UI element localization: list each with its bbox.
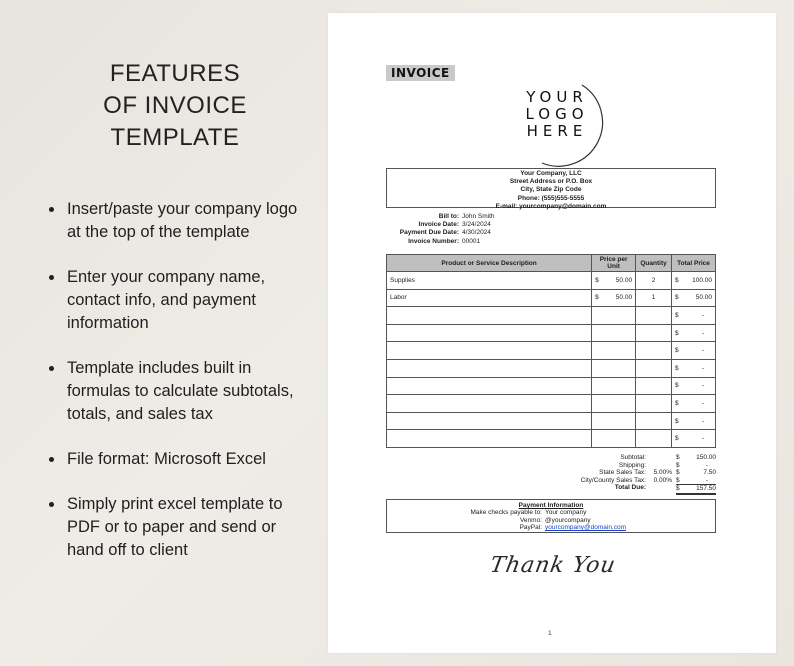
cell-price [592,395,636,413]
totals-percent [650,462,676,470]
totals-percent: 5.00% [653,469,672,477]
cell-price [592,342,636,360]
bill-value: 3/24/2024 [462,221,491,229]
paypal-link[interactable]: yourcompany@domain.com [545,524,627,532]
totals-percent: 0.00% [653,476,672,484]
logo-text [502,89,612,140]
bill-label: Payment Due Date: [399,229,459,237]
header-description: Product or Service Description [387,255,592,272]
cell-price [592,430,636,448]
table-row [387,272,716,290]
cell-description [387,307,592,325]
header-price: Price per Unit [592,255,636,272]
logo-line: LOGO [525,105,589,123]
money-value: - [701,364,704,372]
table-row [387,377,716,395]
features-title-line: TEMPLATE [110,124,240,151]
cell-total [672,324,716,342]
cell-description [387,324,592,342]
currency-symbol: $ [675,294,679,302]
currency-symbol: $ [675,276,679,284]
cell-quantity [636,395,672,413]
bill-label: Invoice Number: [408,237,459,245]
payment-row [387,524,715,531]
bill-label: Invoice Date: [418,221,459,229]
totals-label: Total Due: [614,484,646,492]
totals-label: State Sales Tax: [599,469,646,477]
invoice-page [328,13,776,653]
cell-quantity [636,324,672,342]
payment-label: PayPal: [519,524,542,532]
totals-row [386,477,716,485]
table-row [387,412,716,430]
bill-row [386,221,646,229]
payment-value: @yourcompany [545,516,591,524]
totals-amount: 7.50 [703,469,716,477]
cell-description: Supplies [387,272,592,290]
totals-row [386,454,716,462]
money-value: - [701,435,704,443]
money-value: 50.00 [615,294,633,302]
currency-symbol: $ [676,461,680,469]
feature-item: Simply print excel template to PDF or to paper and send or hand off to client [40,493,310,562]
payment-label: Venmo: [519,516,542,524]
company-phone: Phone: (555)555-5555 [517,194,585,202]
cell-price [592,324,636,342]
payment-row [387,517,715,524]
invoice-badge: INVOICE [386,65,455,81]
cell-price [592,412,636,430]
cell-quantity [636,430,672,448]
cell-total [672,289,716,307]
header-quantity: Quantity [636,255,672,272]
totals-row [386,469,716,477]
totals-row [386,462,716,470]
bill-info [386,213,646,246]
currency-symbol: $ [595,294,599,302]
currency-symbol: $ [675,347,679,355]
currency-symbol: $ [676,469,680,477]
money-value: - [701,347,704,355]
currency-symbol: $ [675,329,679,337]
money-value: - [701,329,704,337]
cell-quantity [636,307,672,325]
currency-symbol: $ [675,364,679,372]
bill-row [386,238,646,246]
currency-symbol: $ [676,485,680,493]
currency-symbol: $ [675,399,679,407]
cell-description: Labor [387,289,592,307]
cell-description [387,412,592,430]
money-value: - [701,417,704,425]
money-value: - [701,399,704,407]
totals-label: Subtotal: [620,454,646,461]
feature-item: Insert/paste your company logo at the top of the template [40,198,310,244]
currency-symbol: $ [675,311,679,319]
currency-symbol: $ [595,276,599,284]
table-row [387,289,716,307]
cell-price [592,377,636,395]
cell-quantity [636,377,672,395]
features-list [40,198,310,562]
feature-item: File format: Microsoft Excel [40,448,310,471]
totals-label: Shipping: [618,461,646,469]
totals-row [386,484,716,495]
bill-value: 00001 [462,237,481,245]
table-row [387,430,716,448]
company-name: Your Company, LLC [520,170,582,177]
table-row [387,324,716,342]
currency-symbol: $ [676,454,680,461]
table-row [387,307,716,325]
currency-symbol: $ [675,417,679,425]
money-value: 50.00 [695,294,712,302]
logo-line: HERE [526,122,588,140]
thank-you-signature: Thank You [488,553,618,578]
currency-symbol: $ [676,476,680,484]
cell-description [387,395,592,413]
totals-value [676,454,716,462]
cell-total [672,430,716,448]
payment-info-box [386,499,716,533]
cell-quantity: 2 [636,272,672,290]
cell-total [672,359,716,377]
cell-description [387,342,592,360]
features-title-line: OF INVOICE [103,92,247,119]
cell-quantity [636,359,672,377]
cell-quantity [636,342,672,360]
cell-total [672,395,716,413]
header-total: Total Price [672,255,716,272]
totals-value [676,477,716,485]
company-email: E-mail: yourcompany@domain.com [495,202,607,210]
cell-total [672,342,716,360]
cell-quantity: 1 [636,289,672,307]
cell-price [592,289,636,307]
table-header-row [387,255,716,272]
money-value: 50.00 [615,276,633,284]
payment-title: Payment Information [518,502,584,509]
cell-total [672,307,716,325]
table-row [387,342,716,360]
money-value: 100.00 [692,276,712,284]
feature-item: Enter your company name, contact info, and payment information [40,266,310,335]
bill-row [386,213,646,221]
bill-value: 4/30/2024 [462,229,491,237]
table-row [387,359,716,377]
totals-value [676,469,716,477]
features-title-line: FEATURES [109,60,241,87]
cell-total [672,272,716,290]
totals-amount: 150.00 [696,454,716,461]
line-items-table [386,254,716,448]
cell-description [387,359,592,377]
cell-description [387,377,592,395]
totals-section [386,454,716,495]
features-title [40,58,310,154]
bill-value: John Smith [462,213,495,220]
cell-price [592,272,636,290]
totals-value [676,484,716,495]
table-body [387,272,716,448]
payment-row [387,509,715,516]
company-info-box [386,168,716,208]
cell-price [592,359,636,377]
totals-amount: - [705,461,708,469]
bill-row [386,229,646,237]
bill-label: Bill to: [438,213,459,220]
totals-amount: - [705,476,708,484]
cell-description [387,430,592,448]
payment-label: Make checks payable to: [470,509,542,517]
totals-percent [650,454,676,462]
totals-percent [650,484,676,495]
cell-price [592,307,636,325]
payment-value: Your company [545,509,587,517]
money-value: - [701,382,704,390]
table-row [387,395,716,413]
currency-symbol: $ [675,435,679,443]
money-value: - [701,311,704,319]
totals-amount: 157.50 [696,485,716,493]
logo-line: YOUR [526,88,588,106]
company-street: Street Address or P.O. Box [509,178,593,186]
feature-item: Template includes built in formulas to calculate subtotals, totals, and sales tax [40,357,310,426]
cell-total [672,377,716,395]
features-panel [40,58,310,584]
cell-quantity [636,412,672,430]
company-city: City, State Zip Code [520,186,582,194]
totals-label: City/County Sales Tax: [580,476,646,484]
cell-total [672,412,716,430]
totals-value [676,462,716,470]
logo-placeholder [502,75,622,175]
page-number: 1 [548,630,552,637]
currency-symbol: $ [675,382,679,390]
